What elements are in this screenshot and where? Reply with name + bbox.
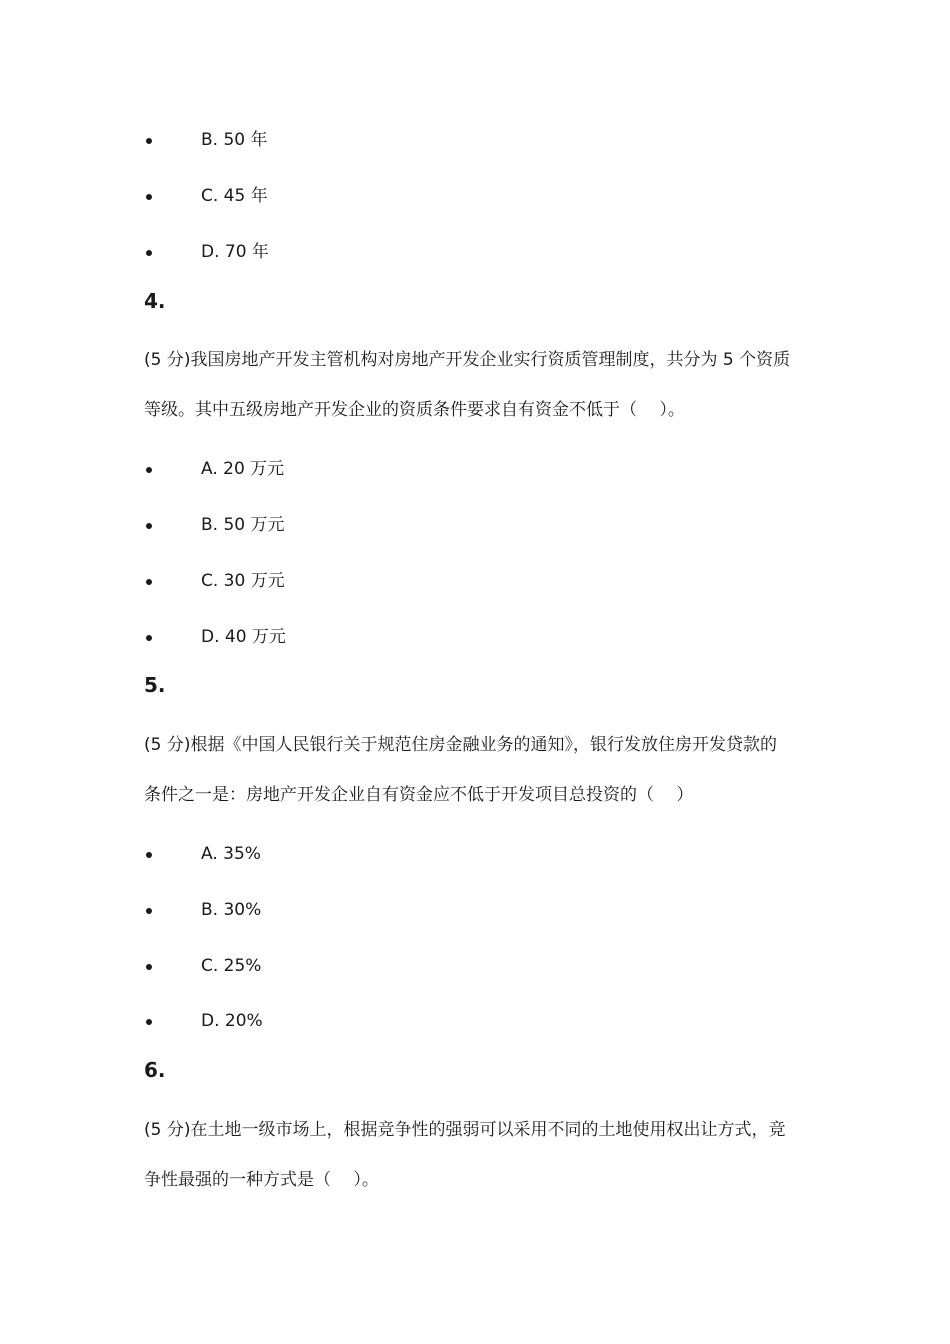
question-6-text-line-2: 争性最强的一种方式是（ ）。	[144, 1170, 379, 1190]
bullet-icon	[146, 1019, 152, 1025]
option-label: A. 20 万元	[201, 459, 285, 479]
option-label: C. 45 年	[201, 186, 268, 206]
option-label: D. 40 万元	[201, 627, 286, 647]
bullet-icon	[146, 579, 152, 585]
option-label: B. 50 年	[201, 130, 268, 150]
bullet-icon	[146, 138, 152, 144]
bullet-icon	[146, 635, 152, 641]
bullet-icon	[146, 467, 152, 473]
question-number-4: 4.	[144, 289, 166, 313]
question-number-6: 6.	[144, 1058, 166, 1082]
option-label: A. 35%	[201, 844, 261, 864]
bullet-icon	[146, 523, 152, 529]
option-label: B. 30%	[201, 900, 262, 920]
option-label: D. 20%	[201, 1011, 263, 1031]
question-5-text-line-1: (5 分)根据《中国人民银行关于规范住房金融业务的通知》，银行发放住房开发贷款的	[144, 735, 777, 755]
bullet-icon	[146, 852, 152, 858]
question-5-text-line-2: 条件之一是：房地产开发企业自有资金应不低于开发项目总投资的（ ）	[144, 785, 694, 805]
option-label: C. 30 万元	[201, 571, 285, 591]
option-label: C. 25%	[201, 956, 262, 976]
question-4-text-line-2: 等级。其中五级房地产开发企业的资质条件要求自有资金不低于（ ）。	[144, 400, 685, 420]
bullet-icon	[146, 194, 152, 200]
question-number-5: 5.	[144, 673, 166, 697]
bullet-icon	[146, 250, 152, 256]
option-label: B. 50 万元	[201, 515, 285, 535]
question-6-text-line-1: (5 分)在土地一级市场上，根据竞争性的强弱可以采用不同的土地使用权出让方式，竞	[144, 1120, 786, 1140]
option-label: D. 70 年	[201, 242, 269, 262]
question-4-text-line-1: (5 分)我国房地产开发主管机构对房地产开发企业实行资质管理制度，共分为 5 个资质	[144, 350, 791, 370]
bullet-icon	[146, 964, 152, 970]
bullet-icon	[146, 908, 152, 914]
